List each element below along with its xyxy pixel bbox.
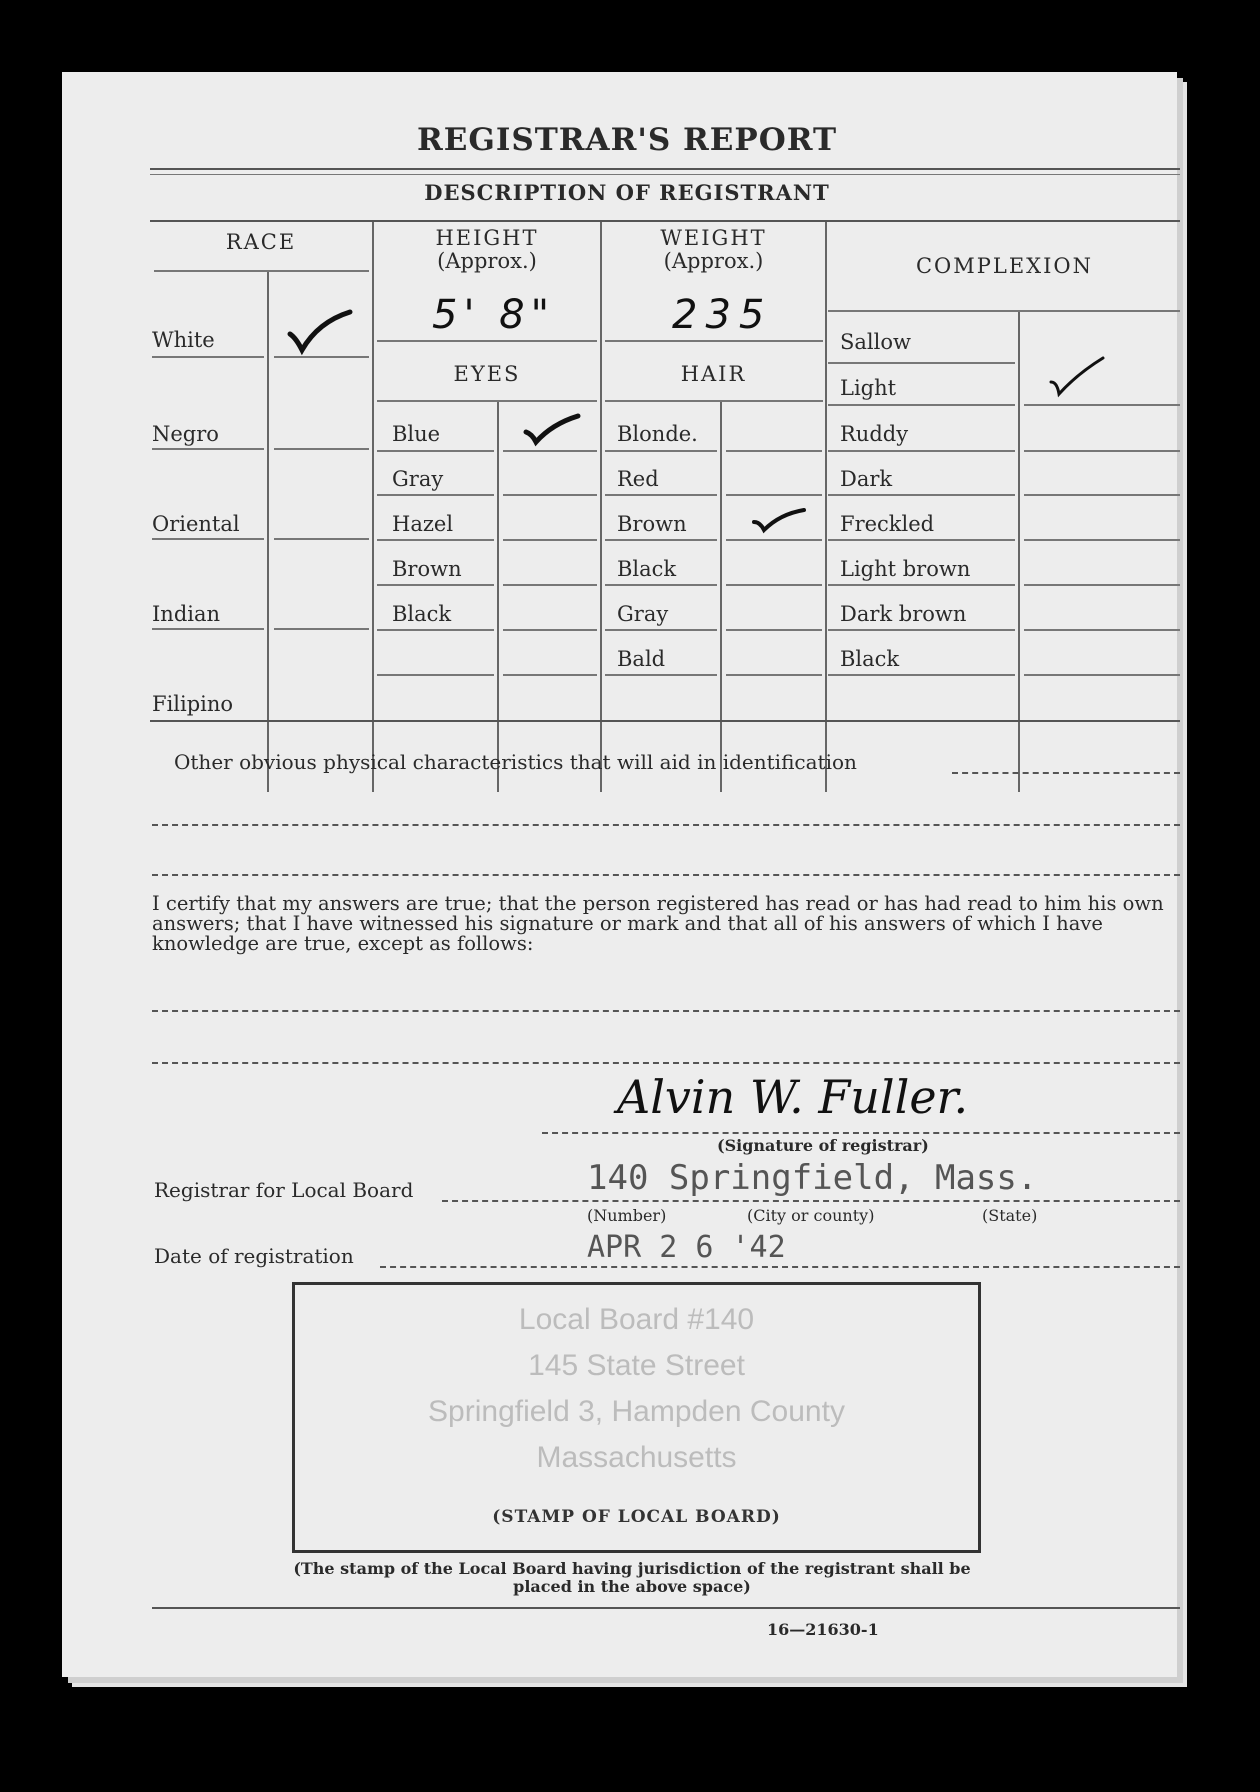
- underline: [605, 400, 823, 402]
- complexion-option-dark-brown: Dark brown: [840, 602, 967, 626]
- complexion-header: COMPLEXION: [915, 254, 1094, 278]
- complexion-option-black: Black: [840, 647, 900, 671]
- race-option-filipino: Filipino: [152, 692, 234, 716]
- check-mark-icon: [284, 308, 354, 358]
- registrar-signature: Alvin W. Fuller.: [617, 1070, 969, 1124]
- eyes-option-blue: Blue: [392, 422, 441, 446]
- dotted-line: [152, 824, 1180, 826]
- registrar-report-card: [62, 72, 1177, 1677]
- dotted-line: [380, 1266, 1180, 1268]
- eyes-header: EYES: [453, 362, 521, 386]
- eyes-option-brown: Brown: [392, 557, 462, 581]
- underline: [152, 628, 264, 630]
- hair-header: HAIR: [680, 362, 747, 386]
- report-title: REGISTRAR'S REPORT: [416, 122, 838, 158]
- complexion-option-freckled: Freckled: [840, 512, 935, 536]
- signature-caption: (Signature of registrar): [717, 1136, 929, 1155]
- stamp-caption: (STAMP OF LOCAL BOARD): [492, 1507, 781, 1527]
- race-option-white: White: [152, 328, 215, 352]
- other-characteristics-label: Other obvious physical characteristics that will aid in identification: [174, 750, 857, 774]
- col-line: [825, 222, 827, 792]
- eyes-option-gray: Gray: [392, 467, 444, 491]
- date-value: APR 2 6 '42: [587, 1230, 786, 1265]
- certification-text: I certify that my answers are true; that the person registered has read or has had read to him his own answers; that I have witnessed his signature or mark and that all of his answers of which I have knowledge are true, except as follows:: [152, 892, 1164, 955]
- hair-option-gray: Gray: [617, 602, 669, 626]
- table-bottom-line: [150, 720, 1180, 722]
- dotted-line: [152, 1062, 1180, 1064]
- weight-value: 235: [672, 292, 773, 338]
- complexion-option-sallow: Sallow: [840, 330, 911, 354]
- caption-city: (City or county): [747, 1206, 875, 1225]
- height-header: HEIGHT: [435, 226, 539, 250]
- local-board-value: 140 Springfield, Mass.: [587, 1158, 1038, 1198]
- stamp-box: [292, 1282, 981, 1553]
- date-label: Date of registration: [154, 1244, 354, 1268]
- underline: [152, 448, 264, 450]
- complexion-option-ruddy: Ruddy: [840, 422, 909, 446]
- form-number: 16—21630-1: [767, 1620, 879, 1639]
- check-mark-icon: [750, 504, 808, 534]
- race-option-oriental: Oriental: [152, 512, 240, 536]
- col-line: [372, 222, 374, 792]
- stamp-line-2: 145 State Street: [528, 1349, 745, 1382]
- stamp-line-3: Springfield 3, Hampden County: [428, 1395, 845, 1428]
- underline: [377, 340, 597, 342]
- caption-state: (State): [982, 1206, 1038, 1225]
- local-board-label: Registrar for Local Board: [154, 1178, 414, 1202]
- dotted-line: [442, 1200, 1180, 1202]
- underline: [377, 400, 597, 402]
- complexion-option-light-brown: Light brown: [840, 557, 971, 581]
- underline: [274, 448, 369, 450]
- underline: [605, 340, 823, 342]
- race-option-negro: Negro: [152, 422, 219, 446]
- weight-sub: (Approx.): [663, 249, 764, 273]
- dotted-line: [152, 874, 1180, 876]
- underline: [154, 270, 369, 272]
- dotted-line: [542, 1132, 1180, 1134]
- race-header: RACE: [225, 230, 297, 254]
- divider: [152, 1607, 1180, 1609]
- divider: [150, 168, 1180, 170]
- col-line: [267, 272, 269, 792]
- eyes-option-hazel: Hazel: [392, 512, 454, 536]
- underline: [828, 310, 1180, 312]
- dotted-line: [952, 772, 1180, 774]
- eyes-option-black: Black: [392, 602, 452, 626]
- underline: [152, 356, 264, 358]
- check-mark-icon: [1047, 354, 1109, 398]
- hair-option-blonde: Blonde.: [617, 422, 698, 446]
- height-sub: (Approx.): [437, 249, 537, 273]
- dotted-line: [152, 1010, 1180, 1012]
- race-option-indian: Indian: [152, 602, 221, 626]
- divider: [150, 174, 1180, 175]
- height-value: 5' 8": [432, 292, 556, 338]
- stamp-line-1: Local Board #140: [518, 1303, 755, 1336]
- stamp-line-4: Massachusetts: [536, 1441, 737, 1474]
- complexion-option-light: Light: [840, 376, 897, 400]
- hair-option-bald: Bald: [617, 647, 666, 671]
- check-mark-icon: [522, 412, 582, 448]
- col-line: [720, 402, 722, 792]
- col-line: [600, 222, 602, 792]
- col-line: [497, 402, 499, 792]
- underline: [274, 628, 369, 630]
- underline: [152, 538, 264, 540]
- hair-option-brown: Brown: [617, 512, 687, 536]
- caption-number: (Number): [587, 1206, 667, 1225]
- divider: [150, 220, 1180, 222]
- hair-option-red: Red: [617, 467, 659, 491]
- underline: [274, 538, 369, 540]
- stamp-footnote: (The stamp of the Local Board having jurisdiction of the registrant shall be placed in the above space): [293, 1559, 971, 1596]
- weight-header: WEIGHT: [660, 226, 767, 250]
- report-subtitle: DESCRIPTION OF REGISTRANT: [424, 180, 830, 205]
- hair-option-black: Black: [617, 557, 677, 581]
- complexion-option-dark: Dark: [840, 467, 893, 491]
